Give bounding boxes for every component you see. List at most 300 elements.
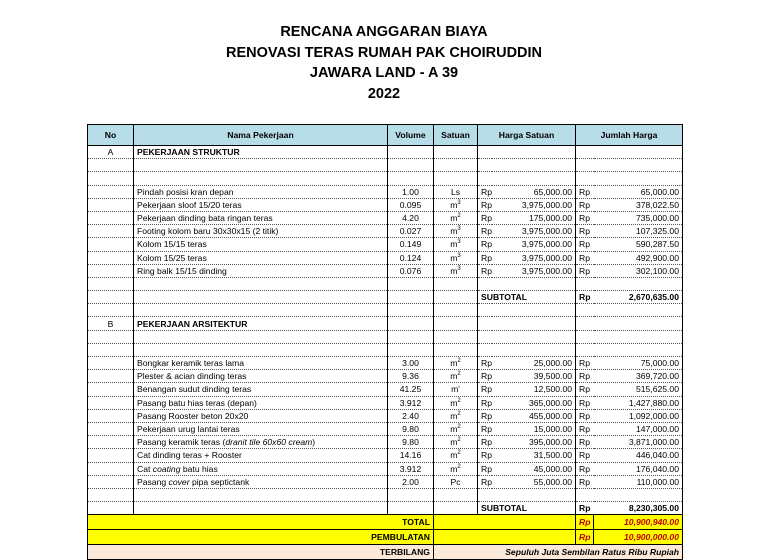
item-no — [88, 264, 134, 277]
item-volume — [388, 436, 434, 449]
empty-row — [88, 330, 683, 343]
currency-label — [478, 370, 492, 383]
unit-exponent: 2 — [457, 213, 461, 220]
item-unit — [434, 462, 478, 475]
currency-label — [478, 357, 492, 370]
section-number — [88, 146, 134, 159]
item-total-text: 1,092,000.00 — [628, 410, 679, 421]
item-unit — [434, 264, 478, 277]
currency-label — [478, 251, 492, 264]
item-volume — [388, 422, 434, 435]
item-no — [88, 370, 134, 383]
item-volume — [388, 238, 434, 251]
item-name-text: Kolom 15/25 teras — [137, 252, 207, 263]
empty-row — [88, 159, 683, 172]
empty-cell — [134, 277, 388, 290]
item-total-price — [594, 198, 683, 211]
col-header-unit-price: Harga Satuan — [478, 125, 576, 146]
item-name — [134, 422, 388, 435]
subtotal-value — [594, 502, 683, 515]
unit-exponent: 3 — [457, 239, 461, 246]
empty-cell — [478, 277, 492, 290]
unit-exponent: 2 — [457, 463, 461, 470]
empty-cell — [576, 277, 594, 290]
empty-cell — [388, 291, 434, 304]
empty-cell — [478, 343, 492, 356]
section-no-text: B — [107, 318, 114, 329]
item-name — [134, 409, 388, 422]
currency-label — [478, 462, 492, 475]
item-total-price — [594, 409, 683, 422]
currency-label — [478, 396, 492, 409]
item-total-price — [594, 475, 683, 488]
item-total-text: 369,720.00 — [635, 371, 679, 382]
total-value-text: 10,900,940.00 — [624, 517, 679, 528]
item-name — [134, 370, 388, 383]
item-unit-text: m — [450, 410, 458, 421]
currency-label — [576, 383, 594, 396]
item-volume — [388, 198, 434, 211]
empty-cell — [492, 343, 576, 356]
empty-cell — [388, 317, 434, 330]
subtotal-label-text: SUBTOTAL — [481, 292, 527, 303]
item-name-text: Benangan sudut dinding teras — [137, 384, 252, 395]
empty-cell — [594, 488, 683, 501]
empty-cell — [492, 330, 576, 343]
empty-cell — [88, 330, 134, 343]
rounding-value-text: 10,900,000.00 — [624, 532, 679, 543]
item-volume — [388, 383, 434, 396]
item-total-text: 176,040.00 — [635, 463, 679, 474]
item-unit — [434, 357, 478, 370]
doc-title-line2: RENOVASI TERAS RUMAH PAK CHOIRUDDIN — [225, 45, 543, 61]
currency-text: Rp — [481, 252, 492, 263]
item-no — [88, 238, 134, 251]
unit-exponent: 2 — [457, 358, 461, 365]
item-name — [134, 251, 388, 264]
empty-cell — [434, 515, 576, 530]
item-no — [88, 225, 134, 238]
subtotal-row — [88, 291, 683, 304]
item-no — [88, 422, 134, 435]
item-total-text: 302,100.00 — [635, 265, 679, 276]
item-total-price — [594, 211, 683, 224]
item-no — [88, 449, 134, 462]
item-unit — [434, 370, 478, 383]
item-name-text: Pekerjaan urug lantai teras — [137, 424, 240, 435]
item-unit-price — [492, 370, 576, 383]
empty-cell — [576, 159, 594, 172]
currency-text: Rp — [481, 358, 492, 369]
currency-label — [478, 436, 492, 449]
item-unit — [434, 198, 478, 211]
item-unit-price — [492, 264, 576, 277]
item-total-text: 147,000.00 — [635, 424, 679, 435]
currency-text: Rp — [481, 410, 492, 421]
table-row — [88, 475, 683, 488]
item-total-text: 1,427,880.00 — [628, 397, 679, 408]
currency-text: Rp — [481, 384, 492, 395]
table-row — [88, 370, 683, 383]
empty-cell — [434, 343, 478, 356]
terbilang-row — [88, 545, 683, 560]
item-volume-text: 3.912 — [399, 397, 422, 408]
item-price-text: 45,000.00 — [533, 463, 572, 474]
item-total-text: 515,625.00 — [635, 384, 679, 395]
item-name-text: pipa septictank — [189, 476, 250, 487]
empty-cell — [576, 317, 594, 330]
table-row — [88, 185, 683, 198]
item-unit-text: m — [450, 239, 458, 250]
subtotal-label — [478, 502, 576, 515]
currency-text: Rp — [481, 463, 492, 474]
item-no — [88, 409, 134, 422]
currency-label — [576, 198, 594, 211]
empty-cell — [388, 172, 434, 185]
empty-cell — [576, 172, 594, 185]
item-no — [88, 357, 134, 370]
table-header-row — [88, 125, 683, 146]
empty-cell — [88, 277, 134, 290]
currency-label — [478, 449, 492, 462]
item-unit-text: m — [450, 199, 458, 210]
item-name-text: Plester & acian dinding teras — [137, 371, 247, 382]
currency-label — [478, 264, 492, 277]
item-no — [88, 251, 134, 264]
item-price-text: 3,975,000.00 — [521, 239, 572, 250]
currency-label — [478, 225, 492, 238]
empty-cell — [88, 502, 134, 515]
empty-cell — [434, 277, 478, 290]
item-name — [134, 357, 388, 370]
currency-label — [576, 238, 594, 251]
section-number — [88, 317, 134, 330]
item-name-text: Pekerjaan sloof 15/20 teras — [137, 199, 242, 210]
section-title — [134, 146, 388, 159]
item-total-price — [594, 264, 683, 277]
currency-text: Rp — [579, 226, 590, 237]
currency-text: Rp — [579, 186, 590, 197]
currency-text: Rp — [579, 517, 591, 528]
currency-text: Rp — [579, 503, 591, 514]
empty-cell — [594, 343, 683, 356]
table-row — [88, 462, 683, 475]
item-unit-price — [492, 211, 576, 224]
doc-title-line1: RENCANA ANGGARAN BIAYA — [280, 24, 488, 40]
empty-cell — [492, 317, 576, 330]
currency-label — [576, 225, 594, 238]
empty-cell — [594, 159, 683, 172]
col-header-volume: Volume — [388, 125, 434, 146]
unit-exponent: 2 — [457, 437, 461, 444]
item-volume-text: 0.027 — [399, 226, 422, 237]
item-name-text: Cat dinding teras + Rooster — [137, 450, 242, 461]
item-name-text: ) — [312, 437, 316, 448]
item-price-text: 365,000.00 — [528, 397, 572, 408]
item-total-price — [594, 185, 683, 198]
currency-text: Rp — [481, 424, 492, 435]
empty-cell — [478, 304, 492, 317]
item-unit-text: m — [450, 358, 458, 369]
table-row — [88, 436, 683, 449]
empty-row — [88, 304, 683, 317]
item-total-price — [594, 225, 683, 238]
item-name-text: Pekerjaan dinding bata ringan teras — [137, 213, 273, 224]
item-volume-text: 9.36 — [402, 371, 419, 382]
empty-cell — [478, 488, 492, 501]
table-row — [88, 409, 683, 422]
item-name — [134, 436, 388, 449]
section-no-text: A — [107, 147, 114, 158]
empty-cell — [388, 146, 434, 159]
table-row — [88, 198, 683, 211]
empty-cell — [88, 304, 134, 317]
item-unit-price — [492, 238, 576, 251]
currency-text: Rp — [579, 384, 590, 395]
section-header-row — [88, 146, 683, 159]
item-volume-text: 2.00 — [402, 476, 419, 487]
col-header-total-price: Jumlah Harga — [576, 125, 683, 146]
item-volume-text: 0.149 — [399, 239, 422, 250]
empty-cell — [388, 488, 434, 501]
item-no — [88, 462, 134, 475]
item-unit — [434, 436, 478, 449]
currency-label — [478, 383, 492, 396]
item-total-price — [594, 462, 683, 475]
empty-cell — [594, 277, 683, 290]
item-no — [88, 211, 134, 224]
item-total-price — [594, 251, 683, 264]
empty-cell — [478, 172, 492, 185]
item-name-text: Pindah posisi kran depan — [137, 186, 234, 197]
item-volume — [388, 475, 434, 488]
empty-cell — [434, 304, 478, 317]
item-price-text: 55,000.00 — [533, 476, 572, 487]
item-unit-text: m' — [451, 384, 460, 395]
doc-title-year: 2022 — [367, 86, 401, 102]
currency-label — [576, 409, 594, 422]
currency-label — [576, 211, 594, 224]
item-volume-text: 41.25 — [399, 384, 422, 395]
item-total-text: 65,000.00 — [640, 186, 679, 197]
currency-text: Rp — [481, 476, 492, 487]
item-name-text: Pasang — [137, 476, 169, 487]
item-volume-text: 4.20 — [402, 213, 419, 224]
empty-cell — [434, 330, 478, 343]
table-row — [88, 383, 683, 396]
item-volume-text: 3.912 — [399, 463, 422, 474]
empty-cell — [478, 317, 492, 330]
currency-label — [478, 198, 492, 211]
item-name-text: Bongkar keramik teras lama — [137, 358, 244, 369]
item-name-text: Pasang keramik teras ( — [137, 437, 226, 448]
section-title-text: PEKERJAAN ARSITEKTUR — [137, 318, 248, 329]
empty-cell — [88, 172, 134, 185]
item-volume — [388, 225, 434, 238]
empty-row — [88, 343, 683, 356]
item-name — [134, 396, 388, 409]
item-total-text: 492,900.00 — [635, 252, 679, 263]
unit-exponent: 3 — [457, 199, 461, 206]
empty-cell — [434, 291, 478, 304]
currency-text: Rp — [481, 226, 492, 237]
item-total-text: 107,325.00 — [635, 226, 679, 237]
empty-cell — [492, 277, 576, 290]
empty-cell — [88, 488, 134, 501]
terbilang-label-text: TERBILANG — [379, 547, 430, 558]
unit-exponent: 3 — [457, 265, 461, 272]
currency-label — [576, 436, 594, 449]
item-price-text: 25,000.00 — [533, 358, 572, 369]
item-unit-text: m — [450, 252, 458, 263]
currency-text: Rp — [579, 463, 590, 474]
currency-label — [576, 502, 594, 515]
table-row — [88, 396, 683, 409]
item-total-text: 446,040.00 — [635, 450, 679, 461]
total-label-text: TOTAL — [402, 517, 430, 528]
item-unit-price — [492, 357, 576, 370]
item-total-price — [594, 422, 683, 435]
empty-cell — [388, 502, 434, 515]
item-price-text: 455,000.00 — [528, 410, 572, 421]
item-volume — [388, 370, 434, 383]
total-row — [88, 515, 683, 530]
item-volume-text: 2.40 — [402, 410, 419, 421]
currency-label — [576, 396, 594, 409]
empty-cell — [134, 291, 388, 304]
currency-label — [478, 185, 492, 198]
unit-exponent: 2 — [457, 424, 461, 431]
empty-cell — [594, 330, 683, 343]
item-unit-text: m — [450, 437, 458, 448]
item-total-price — [594, 370, 683, 383]
empty-cell — [492, 304, 576, 317]
currency-text: Rp — [579, 358, 590, 369]
doc-title-line3: JAWARA LAND - A 39 — [309, 65, 459, 81]
item-name-text: Kolom 15/15 teras — [137, 239, 207, 250]
subtotal-label-text: SUBTOTAL — [481, 503, 527, 514]
table-row — [88, 251, 683, 264]
empty-cell — [492, 488, 576, 501]
item-unit-price — [492, 449, 576, 462]
item-unit-text: m — [450, 397, 458, 408]
empty-cell — [434, 317, 478, 330]
item-price-text: 395,000.00 — [528, 437, 572, 448]
item-unit-price — [492, 475, 576, 488]
empty-cell — [478, 330, 492, 343]
currency-text: Rp — [579, 239, 590, 250]
currency-label — [478, 409, 492, 422]
currency-label — [576, 475, 594, 488]
empty-cell — [134, 159, 388, 172]
item-volume — [388, 409, 434, 422]
item-unit — [434, 396, 478, 409]
item-name-text: Pasang Rooster beton 20x20 — [137, 410, 249, 421]
item-unit — [434, 422, 478, 435]
empty-cell — [134, 172, 388, 185]
item-total-price — [594, 357, 683, 370]
unit-exponent: 3 — [457, 226, 461, 233]
item-price-text: 12,500.00 — [533, 384, 572, 395]
currency-text: Rp — [579, 213, 590, 224]
empty-cell — [134, 330, 388, 343]
table-row — [88, 211, 683, 224]
item-volume — [388, 264, 434, 277]
item-unit — [434, 211, 478, 224]
currency-text: Rp — [481, 371, 492, 382]
currency-text: Rp — [481, 186, 492, 197]
section-header-row — [88, 317, 683, 330]
empty-cell — [434, 172, 478, 185]
empty-cell — [492, 146, 576, 159]
item-volume-text: 9.80 — [402, 424, 419, 435]
currency-label — [576, 264, 594, 277]
empty-cell — [492, 159, 576, 172]
currency-text: Rp — [579, 424, 590, 435]
currency-text: Rp — [481, 199, 492, 210]
item-name — [134, 449, 388, 462]
item-volume — [388, 211, 434, 224]
currency-text: Rp — [579, 410, 590, 421]
item-unit-price — [492, 396, 576, 409]
table-row — [88, 264, 683, 277]
currency-text: Rp — [579, 450, 590, 461]
item-unit-price — [492, 422, 576, 435]
empty-row — [88, 277, 683, 290]
item-unit-text: m — [450, 371, 458, 382]
item-name — [134, 238, 388, 251]
table-row — [88, 357, 683, 370]
item-unit-price — [492, 409, 576, 422]
item-unit-price — [492, 436, 576, 449]
subtotal-value-text: 8,230,305.00 — [628, 503, 679, 514]
empty-cell — [434, 159, 478, 172]
item-name-text: batu hias — [180, 463, 218, 474]
item-unit — [434, 251, 478, 264]
item-unit — [434, 409, 478, 422]
item-volume — [388, 185, 434, 198]
currency-text: Rp — [579, 292, 591, 303]
currency-text: Rp — [579, 437, 590, 448]
currency-text: Rp — [579, 252, 590, 263]
item-price-text: 3,975,000.00 — [521, 252, 572, 263]
item-total-text: 735,000.00 — [635, 213, 679, 224]
item-unit-text: m — [450, 424, 458, 435]
item-name — [134, 185, 388, 198]
item-name-text: Footing kolom baru 30x30x15 (2 titik) — [137, 226, 279, 237]
empty-cell — [594, 304, 683, 317]
item-total-price — [594, 449, 683, 462]
empty-cell — [594, 317, 683, 330]
item-total-price — [594, 396, 683, 409]
item-unit-price — [492, 198, 576, 211]
currency-text: Rp — [481, 265, 492, 276]
item-total-text: 378,022.50 — [635, 199, 679, 210]
subtotal-label — [478, 291, 576, 304]
section-title-text: PEKERJAAN STRUKTUR — [137, 147, 240, 158]
item-unit — [434, 383, 478, 396]
empty-cell — [134, 502, 388, 515]
item-price-text: 39,500.00 — [533, 371, 572, 382]
item-name — [134, 225, 388, 238]
item-unit-price — [492, 251, 576, 264]
item-price-text: 3,975,000.00 — [521, 199, 572, 210]
empty-cell — [388, 304, 434, 317]
empty-cell — [594, 172, 683, 185]
item-no — [88, 198, 134, 211]
item-volume — [388, 357, 434, 370]
item-volume-text: 0.124 — [399, 252, 422, 263]
